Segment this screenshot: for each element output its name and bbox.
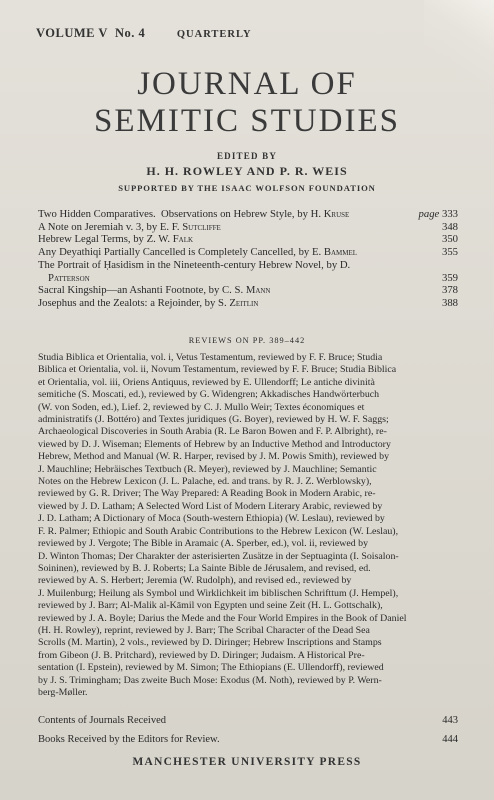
journal-title-line1: JOURNAL OF [137, 66, 357, 102]
issue-header [36, 26, 456, 41]
review-line: by J. S. Trimingham; Das zweite Buch Mose: Exodus (M. Noth), reviewed by P. Wern- [38, 674, 382, 686]
reviews-heading: REVIEWS ON PP. 389–442 [188, 336, 306, 345]
review-line: J. Muilenburg; Heilung als Symbol und Wirklichkeit im biblischen Schrifttum (J. Hempel), [38, 587, 399, 599]
review-line: semitiche (S. Moscati, ed.), reviewed by G. Widengren; Akkadisches Handwörterbuch [38, 389, 380, 401]
journal-title-line2: SEMITIC STUDIES [94, 103, 400, 139]
review-line: viewed by D. J. Wiseman; Elements of Hebrew by an Inductive Method and Introductory [38, 438, 391, 450]
toc-item: Sacral Kingship—an Ashanti Footnote, by C. S. Mann 378 [38, 284, 458, 297]
review-line: administratifs (J. Bottéro) and Textes juridiques (G. Boyer), reviewed by H. W. F. Saggs; [38, 414, 389, 426]
review-line: from Gibeon (J. B. Pritchard), reviewed by D. Diringer; Judaism. A Historical Pre- [38, 649, 365, 661]
books-received-entry [38, 733, 458, 746]
contents-received-page: 443 [442, 715, 458, 726]
review-line: reviewed by J. A. Boyle; Darius the Mede and the Four World Empires in the Book of Daniel [38, 612, 407, 624]
review-line: reviewed by J. Vergote; The Bible in Aramaic (A. Sperber, ed.), vol. ii, reviewed by [38, 538, 369, 550]
toc-item: Hebrew Legal Terms, by Z. W. Falk 350 [38, 233, 458, 246]
toc-item: A Note on Jeremiah v. 3, by E. F. Sutcliffe 348 [38, 220, 458, 233]
review-line: Notes on the Hebrew Lexicon (J. L. Palache, ed. and trans. by R. J. Z. Werblowsky), [38, 476, 372, 488]
review-line: reviewed by A. S. Herbert; Jeremia (W. Rudolph), and revised ed., reviewed by [38, 575, 352, 587]
review-line: (W. von Soden, ed.), Lief. 2, reviewed by C. J. Mullo Weir; Textes économiques et [38, 401, 365, 413]
supported-by-line: SUPPORTED BY THE ISAAC WOLFSON FOUNDATION [118, 183, 376, 193]
publisher-name: MANCHESTER UNIVERSITY PRESS [132, 756, 362, 768]
review-line: viewed by J. D. Latham; A Selected Word List of Modern Literary Arabic, reviewed by [38, 500, 383, 512]
review-line: (H. H. Rowley), reprint, reviewed by J. Barr; The Scribal Character of the Dead Sea [38, 624, 370, 636]
books-received-label: Books Received by the Editors for Review. [38, 734, 220, 745]
review-line: berg-Møller. [38, 686, 88, 698]
toc-item: Two Hidden Comparatives. Observations on Hebrew Style, by H. Kruse page 333 [38, 208, 458, 220]
review-line: J. Mauchline; Hebräisches Textbuch (R. Meyer), reviewed by J. Mauchline; Semantic [38, 463, 377, 475]
review-line: Archaeological Discoveries in South Arabia (R. Le Baron Bowen and F. P. Albright), re- [38, 426, 387, 438]
toc-item: The Portrait of Ḥasidism in the Nineteenth-century Hebrew Novel, by D. Patterson 359 [38, 258, 458, 284]
review-line: J. D. Latham; A Dictionary of Moca (South-western Ethiopia) (W. Leslau), reviewed by [38, 513, 385, 525]
frequency-label: QUARTERLY [176, 29, 252, 40]
review-line: Soininen), reviewed by B. J. Roberts; La Sainte Bible de Jérusalem, and revised, ed. [38, 562, 371, 574]
contents-received-label: Contents of Journals Received [38, 715, 167, 726]
review-line: et Orientalia, vol. iii, Oriens Antiquus, reviewed by E. Ullendorff; Le antiche divinità [38, 376, 375, 388]
volume-number: VOLUME V No. 4 [36, 26, 146, 40]
edited-by-label: EDITED BY [216, 151, 278, 161]
reviews-list [38, 352, 458, 699]
review-line: Hebrew, Method and Manual (W. R. Harper, revised by J. M. Powis Smith), reviewed by [38, 451, 390, 463]
toc-item: Any Deyathiqi Partially Cancelled is Completely Cancelled, by E. Bammel 355 [38, 246, 458, 259]
contents-received-entry [38, 714, 458, 727]
review-line: F. R. Palmer; Ethiopic and South Arabic Contributions to the Hebrew Lexicon (W. Leslau), [38, 525, 399, 537]
review-line: reviewed by J. Barr; Al-Malik al-Kāmil von Egypten und seine Zeit (H. L. Gottschalk), [38, 600, 383, 612]
review-line: reviewed by G. R. Driver; The Way Prepared: A Reading Book in Modern Arabic, re- [38, 488, 376, 500]
review-line: D. Winton Thomas; Der Charakter der asterisierten Zusätze in der Septuaginta (I. Soisalon- [38, 550, 399, 562]
toc-item: Josephus and the Zealots: a Rejoinder, by S. Zeitlin 388 [38, 296, 458, 309]
books-received-page: 444 [442, 734, 458, 745]
review-line: Studia Biblica et Orientalia, vol. i, Vetus Testamentum, reviewed by F. F. Bruce; Studia [38, 352, 383, 363]
table-of-contents [38, 208, 458, 310]
review-line: sentation (I. Epstein), reviewed by M. Simon; The Ethiopians (E. Ullendorff), reviewed [38, 662, 384, 674]
review-line: Biblica et Orientalia, vol. ii, Novum Testamentum, reviewed by F. F. Bruce; Studia Biblica [38, 364, 397, 376]
review-line: Scrolls (M. Martin), 2 vols., reviewed by D. Diringer; Hebrew Inscriptions and Stamps [38, 637, 382, 649]
editors-names: H. H. ROWLEY AND P. R. WEIS [146, 164, 348, 178]
